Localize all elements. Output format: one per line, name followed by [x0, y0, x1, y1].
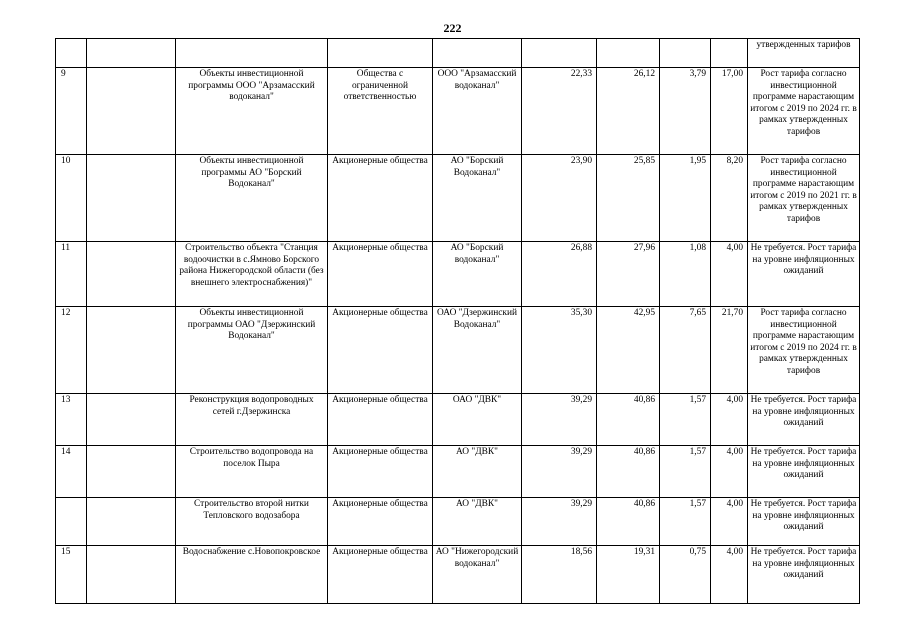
table-row — [56, 155, 860, 242]
cell-note: Рост тарифа согласно инвестиционной программе нарастающим итогом с 2019 по 2021 гг. в рамках утвержденных тарифов — [748, 155, 860, 242]
table-row — [56, 39, 860, 68]
cell-v2: 19,31 — [597, 546, 660, 604]
cell-note: Не требуется. Рост тарифа на уровне инфляционных ожиданий — [748, 242, 860, 307]
cell-num: 10 — [56, 155, 87, 242]
cell-org-form: Акционерные общества — [328, 155, 433, 242]
cell-org: ОАО "ДВК" — [433, 394, 522, 446]
cell-note: утвержденных тарифов — [748, 39, 860, 68]
cell-empty — [87, 155, 176, 242]
cell-org: АО "Нижегородский водоканал" — [433, 546, 522, 604]
tariff-table — [55, 38, 860, 604]
cell-v2: 40,86 — [597, 394, 660, 446]
cell-num: 12 — [56, 307, 87, 394]
cell-num: 9 — [56, 68, 87, 155]
cell-v3 — [660, 39, 711, 68]
cell-empty — [87, 394, 176, 446]
cell-v1 — [522, 39, 597, 68]
table-row — [56, 242, 860, 307]
cell-v1: 23,90 — [522, 155, 597, 242]
cell-org-form: Акционерные общества — [328, 546, 433, 604]
cell-note: Не требуется. Рост тарифа на уровне инфляционных ожиданий — [748, 546, 860, 604]
cell-object: Объекты инвестиционной программы ООО "Арзамасский водоканал" — [176, 68, 328, 155]
cell-org: АО "ДВК" — [433, 498, 522, 546]
cell-empty — [87, 68, 176, 155]
cell-v1: 39,29 — [522, 394, 597, 446]
cell-org: АО "Борский Водоканал" — [433, 155, 522, 242]
cell-v3: 1,57 — [660, 394, 711, 446]
cell-v2: 26,12 — [597, 68, 660, 155]
cell-org — [433, 39, 522, 68]
cell-empty — [87, 39, 176, 68]
cell-v2 — [597, 39, 660, 68]
table-row — [56, 68, 860, 155]
cell-object: Реконструкция водопроводных сетей г.Дзержинска — [176, 394, 328, 446]
cell-v1: 22,33 — [522, 68, 597, 155]
cell-empty — [87, 242, 176, 307]
cell-v1: 39,29 — [522, 446, 597, 498]
cell-num: 14 — [56, 446, 87, 498]
cell-num: 11 — [56, 242, 87, 307]
cell-v3: 1,95 — [660, 155, 711, 242]
cell-empty — [87, 446, 176, 498]
cell-v4: 4,00 — [711, 242, 748, 307]
cell-v4: 4,00 — [711, 446, 748, 498]
cell-org-form: Акционерные общества — [328, 307, 433, 394]
cell-v1: 18,56 — [522, 546, 597, 604]
cell-org-form: Акционерные общества — [328, 446, 433, 498]
table-row — [56, 394, 860, 446]
cell-v2: 40,86 — [597, 446, 660, 498]
cell-object: Строительство объекта "Станция водоочистки в с.Ямново Борского района Нижегородской области (без внешнего электроснабжения)" — [176, 242, 328, 307]
cell-note: Рост тарифа согласно инвестиционной программе нарастающим итогом с 2019 по 2024 гг. в рамках утвержденных тарифов — [748, 307, 860, 394]
cell-org-form: Акционерные общества — [328, 498, 433, 546]
cell-org: АО "Борский водоканал" — [433, 242, 522, 307]
cell-v4: 4,00 — [711, 546, 748, 604]
cell-object — [176, 39, 328, 68]
page-number: 222 — [443, 21, 462, 35]
cell-num: 13 — [56, 394, 87, 446]
cell-empty — [87, 307, 176, 394]
cell-note: Не требуется. Рост тарифа на уровне инфляционных ожиданий — [748, 446, 860, 498]
cell-num — [56, 39, 87, 68]
table-row — [56, 498, 860, 546]
cell-v3: 1,57 — [660, 498, 711, 546]
cell-org-form: Акционерные общества — [328, 242, 433, 307]
cell-v4: 4,00 — [711, 498, 748, 546]
cell-org-form — [328, 39, 433, 68]
cell-note: Не требуется. Рост тарифа на уровне инфляционных ожиданий — [748, 498, 860, 546]
cell-object: Объекты инвестиционной программы АО "Борский Водоканал" — [176, 155, 328, 242]
cell-empty — [87, 498, 176, 546]
cell-v2: 40,86 — [597, 498, 660, 546]
cell-v2: 27,96 — [597, 242, 660, 307]
cell-num: 15 — [56, 546, 87, 604]
cell-v3: 0,75 — [660, 546, 711, 604]
cell-v4: 4,00 — [711, 394, 748, 446]
cell-v4: 17,00 — [711, 68, 748, 155]
cell-note: Не требуется. Рост тарифа на уровне инфляционных ожиданий — [748, 394, 860, 446]
cell-v3: 7,65 — [660, 307, 711, 394]
cell-org-form: Акционерные общества — [328, 394, 433, 446]
table-row — [56, 546, 860, 604]
cell-org: ОАО "Дзержинский Водоканал" — [433, 307, 522, 394]
cell-object: Объекты инвестиционной программы ОАО "Дзержинский Водоканал" — [176, 307, 328, 394]
cell-object: Водоснабжение с.Новопокровское — [176, 546, 328, 604]
cell-v4: 8,20 — [711, 155, 748, 242]
cell-org-form: Общества с ограниченной ответственностью — [328, 68, 433, 155]
table-row — [56, 446, 860, 498]
cell-v1: 26,88 — [522, 242, 597, 307]
cell-v3: 1,57 — [660, 446, 711, 498]
cell-org: ООО "Арзамасский водоканал" — [433, 68, 522, 155]
cell-v1: 39,29 — [522, 498, 597, 546]
cell-empty — [87, 546, 176, 604]
table-row — [56, 307, 860, 394]
cell-note: Рост тарифа согласно инвестиционной программе нарастающим итогом с 2019 по 2024 гг. в рамках утвержденных тарифов — [748, 68, 860, 155]
cell-num — [56, 498, 87, 546]
cell-v2: 25,85 — [597, 155, 660, 242]
cell-v1: 35,30 — [522, 307, 597, 394]
cell-object: Строительство водопровода на поселок Пыра — [176, 446, 328, 498]
cell-object: Строительство второй нитки Тепловского водозабора — [176, 498, 328, 546]
cell-org: АО "ДВК" — [433, 446, 522, 498]
cell-v3: 1,08 — [660, 242, 711, 307]
cell-v4: 21,70 — [711, 307, 748, 394]
cell-v2: 42,95 — [597, 307, 660, 394]
cell-v3: 3,79 — [660, 68, 711, 155]
cell-v4 — [711, 39, 748, 68]
